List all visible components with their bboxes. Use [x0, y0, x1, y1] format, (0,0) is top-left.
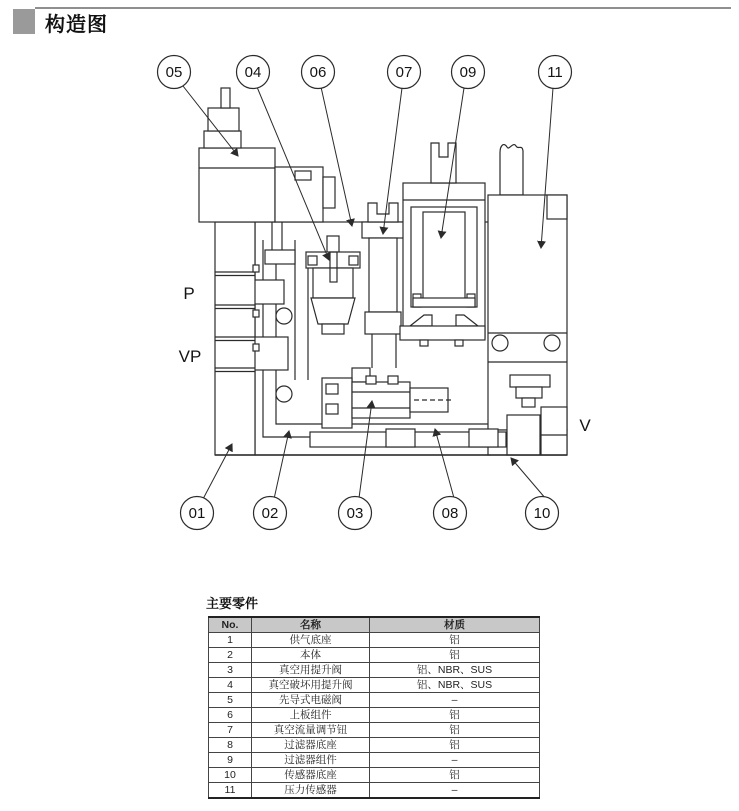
filter-base-section: [310, 429, 506, 447]
callout-08: 08: [441, 505, 459, 522]
part-material: 铝: [370, 648, 540, 663]
part-material: 铝: [370, 768, 540, 783]
callout-05: 05: [165, 64, 183, 81]
callout-06: 06: [309, 64, 327, 81]
table-row: [209, 648, 540, 663]
part-material: 铝、NBR、SUS: [370, 678, 540, 693]
pilot-solenoid-section: [199, 88, 335, 222]
table-row: [209, 663, 540, 678]
callout-03: 03: [346, 505, 364, 522]
pressure-sensor-section: [488, 145, 567, 430]
parts-table-title: 主要零件: [206, 596, 259, 611]
table-row: [209, 783, 540, 799]
table-row: [209, 678, 540, 693]
parts-table-header-row: [209, 617, 540, 633]
part-name: 过滤器组件: [252, 753, 370, 768]
part-no: 9: [209, 753, 252, 768]
part-material: 铝: [370, 738, 540, 753]
machine-drawing: [199, 88, 567, 455]
callout-11: 11: [547, 64, 563, 81]
callout-01: 01: [188, 505, 206, 522]
part-no: 3: [209, 663, 252, 678]
part-no: 8: [209, 738, 252, 753]
part-no: 1: [209, 633, 252, 648]
callout-07: 07: [395, 64, 413, 81]
column-header-name: 名称: [252, 617, 370, 633]
part-no: 6: [209, 708, 252, 723]
table-row: [209, 768, 540, 783]
part-no: 7: [209, 723, 252, 738]
part-no: 11: [209, 783, 252, 799]
part-material: 铝、NBR、SUS: [370, 663, 540, 678]
part-name: 先导式电磁阀: [252, 693, 370, 708]
table-row: [209, 723, 540, 738]
part-material: –: [370, 753, 540, 768]
part-name: 过滤器底座: [252, 738, 370, 753]
parts-table-body: [209, 633, 540, 799]
table-row: [209, 738, 540, 753]
callout-09: 09: [459, 64, 477, 81]
part-no: 4: [209, 678, 252, 693]
part-material: –: [370, 693, 540, 708]
table-row: [209, 633, 540, 648]
part-no: 10: [209, 768, 252, 783]
port-label-v: V: [579, 416, 591, 435]
callout-02: 02: [261, 505, 279, 522]
part-name: 真空流量调节钮: [252, 723, 370, 738]
table-row: [209, 753, 540, 768]
supply-base-section: [215, 222, 259, 455]
filter-assembly-section: [400, 143, 485, 346]
page-title: 构造图: [45, 14, 108, 36]
part-name: 真空破坏用提升阀: [252, 678, 370, 693]
callout-04: 04: [244, 64, 262, 81]
table-row: [209, 693, 540, 708]
port-label-vp: VP: [178, 347, 202, 366]
column-header-material: 材质: [370, 617, 540, 633]
part-material: 铝: [370, 708, 540, 723]
part-material: 铝: [370, 633, 540, 648]
part-material: –: [370, 783, 540, 799]
part-name: 传感器底座: [252, 768, 370, 783]
part-no: 5: [209, 693, 252, 708]
table-row: [209, 708, 540, 723]
port-label-p: P: [183, 284, 195, 303]
part-name: 真空用提升阀: [252, 663, 370, 678]
part-name: 上板组件: [252, 708, 370, 723]
part-name: 供气底座: [252, 633, 370, 648]
parts-table: [208, 616, 540, 799]
part-no: 2: [209, 648, 252, 663]
part-name: 本体: [252, 648, 370, 663]
column-header-no: No.: [209, 617, 252, 633]
callout-10: 10: [533, 505, 551, 522]
part-name: 压力传感器: [252, 783, 370, 799]
part-material: 铝: [370, 723, 540, 738]
